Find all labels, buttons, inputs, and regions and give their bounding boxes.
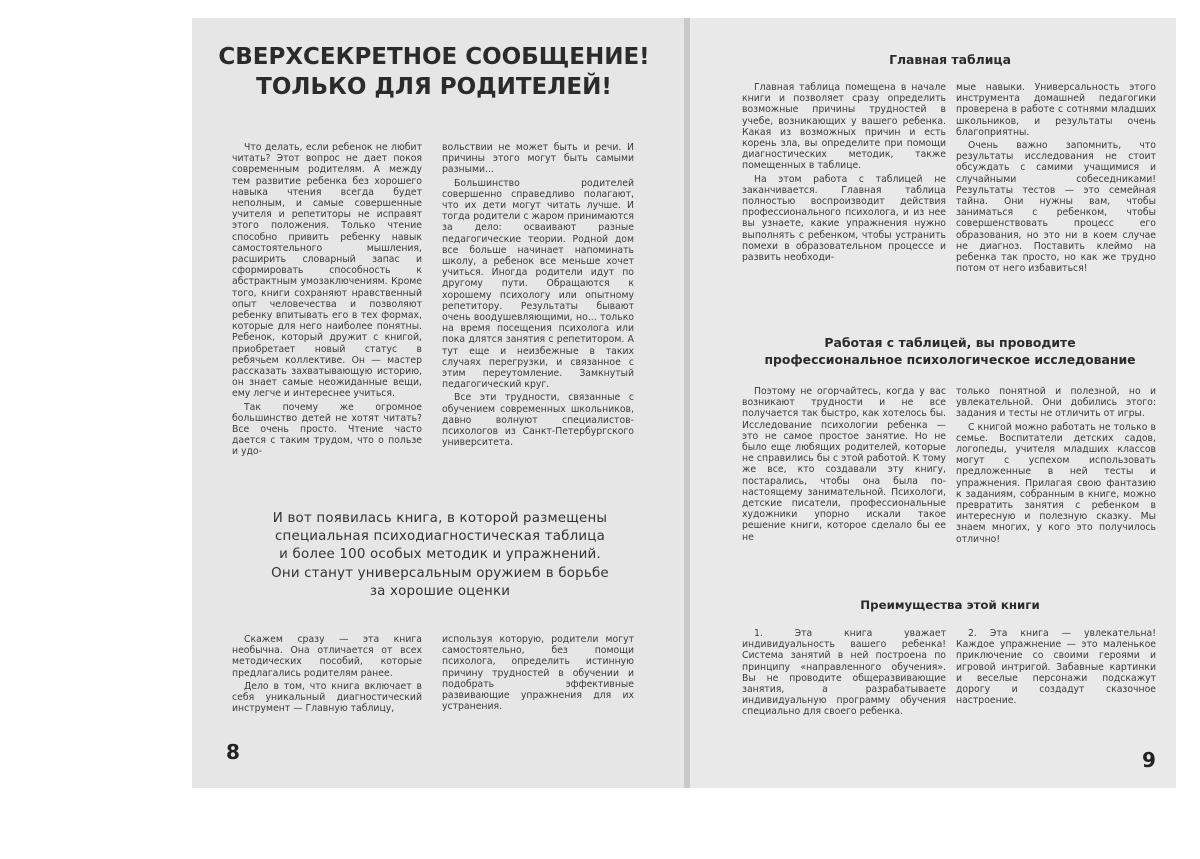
section-heading-main-table: Главная таблица <box>889 52 1011 67</box>
right-s1-column-2 <box>956 82 1156 274</box>
paragraph: Главная таблица помещена в начале книги и позволяет сразу определить возможные причины трудностей в учебе, возникающих у вашего ребенка. Какая из возможных причин и есть корень зла, вы определите при помощи диагностических методик, также помещенных в таблице. <box>742 82 946 172</box>
callout-line: и более 100 особых методик и упражнений. <box>279 547 601 563</box>
paragraph: используя которую, родители могут самостоятельно, без помощи психолога, определить истинную причину трудностей в обучении и подобрать эффективные развивающие упражнения для их устранения. <box>442 634 634 713</box>
title-line-1: СВЕРХСЕКРЕТНОЕ СООБЩЕНИЕ! <box>218 44 650 70</box>
heading-line: профессиональное психологическое исследование <box>764 352 1136 367</box>
section-heading-advantages: Преимущества этой книги <box>860 598 1040 612</box>
page-number-right: 9 <box>1142 748 1156 772</box>
heading-line: Работая с таблицей, вы проводите <box>824 335 1076 350</box>
left-column-2 <box>442 142 634 448</box>
left-column-1 <box>232 142 422 458</box>
callout-line: Они станут универсальным оружием в борьбе <box>271 565 609 581</box>
paragraph: Так почему же огромное большинство детей не хотят читать? Все очень просто. Чтение часто дается с таким трудом, что о пользе и удо- <box>232 401 422 458</box>
left-column-4 <box>442 634 634 712</box>
callout <box>220 510 660 601</box>
paragraph: Очень важно запомнить, что результаты исследования не стоит обсуждать с самими учащимися и случайными собеседниками! Результаты тестов — это семейная тайна. Они нужны вам, чтобы заниматься с ребенком, чтобы совершенствовать процесс его образования, но это ни в коем случае не диагноз. Поставить клеймо на ребенка так просто, но как же трудно потом от него избавиться! <box>956 140 1156 275</box>
paragraph: 2. Эта книга — увлекательна! Каждое упражнение — это маленькое приключение со своими героями и игровой интригой. Забавные картинки и веселые персонажи подскажут дорогу и создадут сказочное настроение. <box>956 628 1156 707</box>
right-page <box>690 18 1176 788</box>
paragraph: На этом работа с таблицей не заканчивается. Главная таблица полностью воспроизводит действия профессионального психолога, и из нее вы узнаете, какие упражнения нужно выполнять с ребенком, чтобы устранить помехи в образовательном процессе и развить необходи- <box>742 173 946 264</box>
right-s2-column-2 <box>956 386 1156 545</box>
paragraph: Что делать, если ребенок не любит читать? Этот вопрос не дает покоя современным родителям. А между тем развитие ребенка без хорошего навыка чтения всегда будет неполным, и самые совершенные учителя и репетиторы не исправят этого положения. Только чтение способно привить ребенку навык самостоятельного мышления, расширить словарный запас и сформировать способность к абстрактным умозаключениям. Кроме того, книги сохраняют нравственный опыт человечества и позволяют ребенку впитывать его в тех формах, которые для него наиболее понятны. Ребенок, который дружит с книгой, приобретает новый статус в ребячьем коллективе. Он — мастер рассказать захватывающую историю, он знает самые неожиданные вещи, ему легче и интереснее учиться. <box>232 142 422 400</box>
paragraph: 1. Эта книга уважает индивидуальность вашего ребенка! Система занятий в ней построена по принципу «направленного обучения». Вы не проводите общеразвивающие занятия, а разрабатываете индивидуальную программу обучения специально для своего ребенка. <box>742 628 946 718</box>
callout-line: специальная психодиагностическая таблица <box>274 529 606 545</box>
right-s2-column-1 <box>742 386 946 543</box>
left-page <box>192 18 684 788</box>
paragraph: Дело в том, что книга включает в себя уникальный диагностический инструмент — Главную таблицу, <box>232 680 422 715</box>
paragraph: мые навыки. Универсальность этого инструмента домашней педагогики проверена в работе с сотнями младших школьников, и результаты очень благоприятны. <box>956 82 1156 138</box>
title-line-2: ТОЛЬКО ДЛЯ РОДИТЕЛЕЙ! <box>256 74 612 100</box>
right-s3-column-1 <box>742 628 946 718</box>
paragraph: вольствии не может быть и речи. И причины этого могут быть самыми разными... <box>442 142 634 176</box>
section-heading-research <box>730 334 1170 368</box>
page-number-left: 8 <box>226 740 240 764</box>
paragraph: Все эти трудности, связанные с обучением современных школьников, давно волнуют специалистов-психологов из Санкт-Петербургского университета. <box>442 392 634 449</box>
left-column-3 <box>232 634 422 714</box>
paragraph: Большинство родителей совершенно справедливо полагают, что их дети могут читать лучше. И тогда родители с жаром принимаются за дело: осваивают разные педагогические теории. Родной дом все больше начинает напоминать школу, а ребенок все меньше хочет учиться. Иногда родители идут по другому пути. Обращаются к хорошему психологу или опытному репетитору. Результаты бывают очень воодушевляющими, но... только на время посещения психолога или пока длятся занятия с репетитором. А тут еще и неизбежные в таких случаях перегрузки, и связанное с этим переутомление. Замкнутый педагогический круг. <box>442 177 634 391</box>
callout-line: за хорошие оценки <box>369 583 511 599</box>
paragraph: только понятной и полезной, но и увлекательной. Они добились этого: задания и тесты не отличить от игры. <box>956 386 1156 420</box>
paragraph: Поэтому не огорчайтесь, когда у вас возникают трудности и не все получается так быстро, как хотелось бы. Исследование психологии ребенка — это не самое простое занятие. Но не было еще любящих родителей, которые не справились бы с этой работой. К тому же все, кто создавали эту книгу, постарались, чтобы она была по-настоящему занимательной. Психологи, детские писатели, профессиональные художники упорно искали такое решение книги, которое сделало бы ее не <box>742 386 946 543</box>
page-title <box>214 42 654 102</box>
right-s1-column-1 <box>742 82 946 263</box>
paragraph: Скажем сразу — эта книга необычна. Она отличается от всех методических пособий, которые предлагались родителям ранее. <box>232 634 422 679</box>
paragraph: С книгой можно работать не только в семье. Воспитатели детских садов, логопеды, учителя младших классов могут с успехом использовать предложенные в ней тесты и упражнения. Прилагая свою фантазию к заданиям, собранным в книге, можно превратить занятия с ребенком в интересную и полезную сказку. Мы знаем многих, у кого это получилось отлично! <box>956 421 1156 545</box>
right-s3-column-2 <box>956 628 1156 706</box>
callout-line: И вот появилась книга, в которой размещены <box>272 511 608 526</box>
